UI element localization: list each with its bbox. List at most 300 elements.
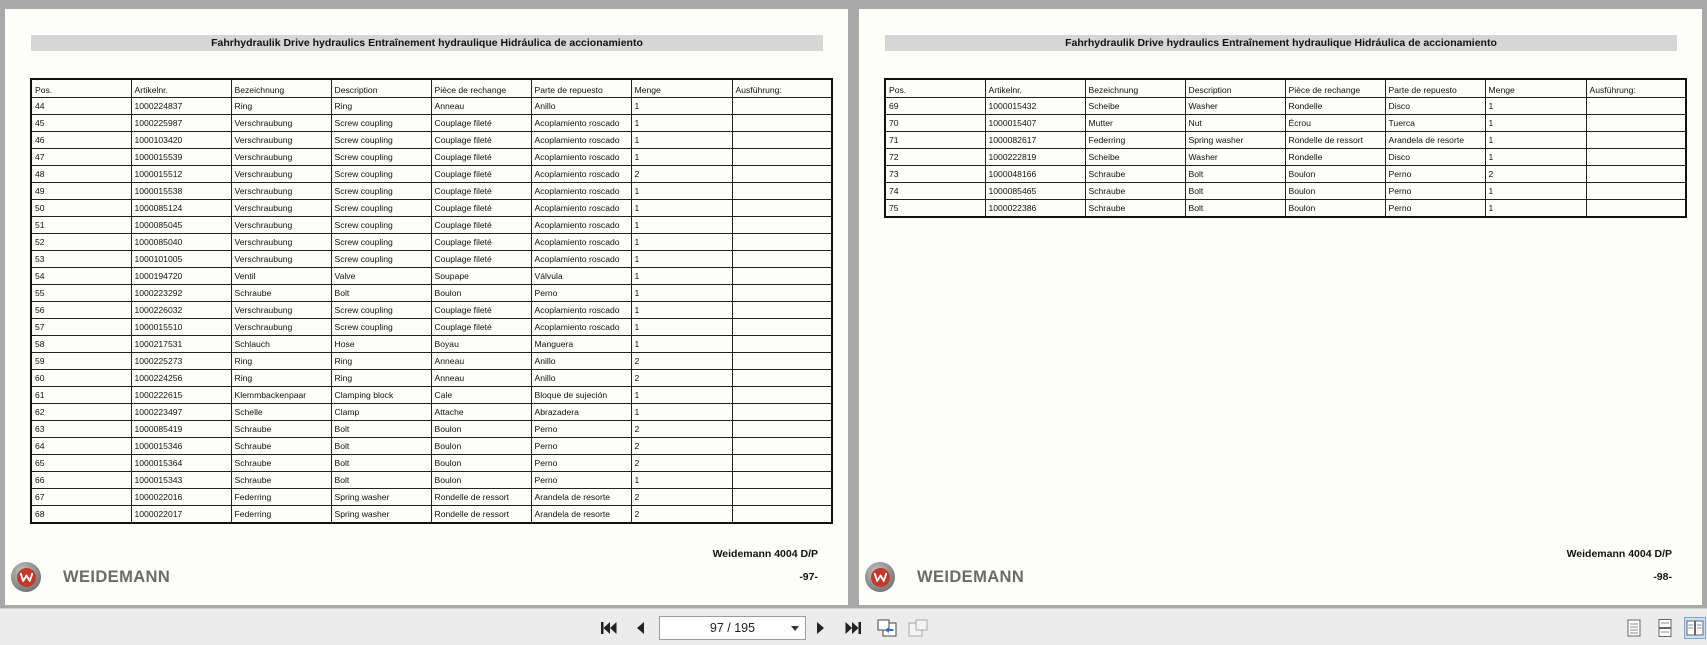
table-cell: 2 [631, 166, 732, 183]
table-row [31, 336, 832, 353]
table-cell: Couplage fileté [431, 115, 531, 132]
column-header: Artikelnr. [131, 79, 231, 98]
table-cell: Washer [1185, 149, 1285, 166]
table-cell: Schraube [1085, 166, 1185, 183]
table-cell: Anillo [531, 98, 631, 115]
table-cell: 1000222819 [985, 149, 1085, 166]
table-cell: Perno [531, 421, 631, 438]
table-cell: 1000085040 [131, 234, 231, 251]
table-cell: 2 [631, 506, 732, 524]
table-cell: 2 [631, 438, 732, 455]
table-cell: 55 [31, 285, 131, 302]
table-row [31, 183, 832, 200]
column-header: Parte de repuesto [531, 79, 631, 98]
table-row [885, 166, 1686, 183]
table-cell: Perno [1385, 183, 1485, 200]
table-cell: Boulon [431, 472, 531, 489]
table-cell [732, 387, 832, 404]
table-cell [732, 438, 832, 455]
table-cell: Verschraubung [231, 115, 331, 132]
table-cell: Screw coupling [331, 234, 431, 251]
table-cell: Bolt [331, 472, 431, 489]
table-row [31, 268, 832, 285]
model-name: Weidemann 4004 D/P [712, 548, 818, 560]
table-cell: 73 [885, 166, 985, 183]
back-view-icon[interactable] [876, 617, 898, 639]
table-cell: Verschraubung [231, 183, 331, 200]
table-cell: Couplage fileté [431, 166, 531, 183]
table-cell: 69 [885, 98, 985, 115]
table-cell: Bolt [331, 455, 431, 472]
table-cell: Nut [1185, 115, 1285, 132]
table-cell: 1000082617 [985, 132, 1085, 149]
table-cell: 2 [631, 421, 732, 438]
table-cell: Ring [231, 98, 331, 115]
table-cell: Verschraubung [231, 217, 331, 234]
table-cell: Spring washer [1185, 132, 1285, 149]
table-row [31, 455, 832, 472]
table-cell: 48 [31, 166, 131, 183]
table-cell: Schraube [231, 438, 331, 455]
table-cell: Ring [231, 353, 331, 370]
table-cell [732, 336, 832, 353]
table-cell: 54 [31, 268, 131, 285]
table-cell: 1000085045 [131, 217, 231, 234]
table-cell: 1000015512 [131, 166, 231, 183]
table-cell: Rondelle [1285, 149, 1385, 166]
table-cell: Ring [231, 370, 331, 387]
table-cell: Screw coupling [331, 217, 431, 234]
table-row [31, 302, 832, 319]
table-cell: Rondelle de ressort [431, 506, 531, 524]
table-row [31, 404, 832, 421]
table-cell [1586, 183, 1686, 200]
table-cell: 1 [631, 302, 732, 319]
last-page-icon[interactable] [842, 617, 864, 639]
table-cell: Spring washer [331, 506, 431, 524]
continuous-page-icon[interactable] [1654, 617, 1676, 639]
table-cell: Schraube [231, 455, 331, 472]
table-cell: 1000022017 [131, 506, 231, 524]
table-cell: Schraube [231, 421, 331, 438]
table-cell: 71 [885, 132, 985, 149]
table-cell: 1 [631, 183, 732, 200]
table-cell: Boulon [1285, 200, 1385, 218]
table-row [31, 285, 832, 302]
table-cell: Schraube [1085, 200, 1185, 218]
table-cell [732, 115, 832, 132]
table-cell: Perno [531, 472, 631, 489]
table-cell [732, 302, 832, 319]
table-cell: Hose [331, 336, 431, 353]
table-cell [732, 404, 832, 421]
page-number-select[interactable] [659, 616, 806, 640]
table-cell: Boulon [431, 285, 531, 302]
table-cell: 2 [631, 370, 732, 387]
table-cell: Schraube [231, 472, 331, 489]
table-cell: Arandela de resorte [531, 506, 631, 524]
table-cell: 58 [31, 336, 131, 353]
table-cell: Soupape [431, 268, 531, 285]
table-cell: 1000194720 [131, 268, 231, 285]
table-cell: 65 [31, 455, 131, 472]
table-row [885, 115, 1686, 132]
table-cell: Anneau [431, 98, 531, 115]
table-cell [732, 489, 832, 506]
table-cell: 68 [31, 506, 131, 524]
table-row [31, 234, 832, 251]
table-row [31, 319, 832, 336]
table-cell: 52 [31, 234, 131, 251]
table-cell: Tuerca [1385, 115, 1485, 132]
table-cell: Boulon [1285, 166, 1385, 183]
table-cell: 1000048166 [985, 166, 1085, 183]
table-row [31, 149, 832, 166]
table-row [885, 149, 1686, 166]
table-cell: Disco [1385, 149, 1485, 166]
table-cell: 1 [631, 115, 732, 132]
table-cell: Couplage fileté [431, 183, 531, 200]
table-cell: 1000101005 [131, 251, 231, 268]
table-cell: Verschraubung [231, 251, 331, 268]
forward-view-icon[interactable] [907, 617, 929, 639]
table-cell: 1000015343 [131, 472, 231, 489]
table-cell: 1 [1485, 132, 1586, 149]
table-cell: 1 [631, 404, 732, 421]
table-cell: Acoplamiento roscado [531, 234, 631, 251]
table-cell: 1000015407 [985, 115, 1085, 132]
table-cell: 1000226032 [131, 302, 231, 319]
table-cell: Acoplamiento roscado [531, 251, 631, 268]
table-cell: 1000223292 [131, 285, 231, 302]
table-cell: Acoplamiento roscado [531, 183, 631, 200]
table-cell: Couplage fileté [431, 319, 531, 336]
table-cell: 1 [1485, 183, 1586, 200]
table-cell: Válvula [531, 268, 631, 285]
table-cell: Perno [531, 438, 631, 455]
table-cell: Couplage fileté [431, 149, 531, 166]
table-cell: Rondelle [1285, 98, 1385, 115]
table-cell: 44 [31, 98, 131, 115]
table-cell: Perno [1385, 200, 1485, 218]
table-cell: Perno [531, 285, 631, 302]
table-cell: Bolt [331, 421, 431, 438]
table-row [885, 183, 1686, 200]
table-cell [1586, 200, 1686, 218]
table-row [885, 200, 1686, 218]
table-cell: 1 [631, 251, 732, 268]
table-cell: Screw coupling [331, 115, 431, 132]
table-cell: Acoplamiento roscado [531, 166, 631, 183]
first-page-icon[interactable] [598, 617, 620, 639]
table-cell: 1 [631, 285, 732, 302]
table-cell: Bloque de sujeción [531, 387, 631, 404]
table-cell: Verschraubung [231, 149, 331, 166]
table-cell: Screw coupling [331, 200, 431, 217]
table-cell: 1000085465 [985, 183, 1085, 200]
table-cell: 1 [631, 234, 732, 251]
table-cell: Bolt [1185, 166, 1285, 183]
brand-name: WEIDEMANN [63, 567, 171, 586]
table-cell: 45 [31, 115, 131, 132]
column-header: Description [1185, 79, 1285, 98]
table-cell [732, 319, 832, 336]
table-cell: 46 [31, 132, 131, 149]
table-cell: Couplage fileté [431, 200, 531, 217]
table-cell: 1 [631, 217, 732, 234]
table-cell: 70 [885, 115, 985, 132]
parts-table [884, 78, 1687, 218]
single-page-icon[interactable] [1623, 617, 1645, 639]
page-title: Fahrhydraulik Drive hydraulics Entraînement hydraulique Hidráulica de accionamiento [31, 35, 823, 51]
table-cell: Federring [231, 506, 331, 524]
table-cell: 2 [631, 489, 732, 506]
column-header: Bezeichnung [1085, 79, 1185, 98]
document-page [5, 9, 848, 605]
table-row [31, 251, 832, 268]
page-title: Fahrhydraulik Drive hydraulics Entraînement hydraulique Hidráulica de accionamiento [885, 35, 1677, 51]
table-cell [732, 421, 832, 438]
table-cell: 1 [631, 387, 732, 404]
table-cell: 75 [885, 200, 985, 218]
table-cell: 1000222615 [131, 387, 231, 404]
table-cell: Scheibe [1085, 149, 1185, 166]
table-cell: 1000085124 [131, 200, 231, 217]
column-header: Ausführung: [1586, 79, 1686, 98]
table-cell: Spring washer [331, 489, 431, 506]
table-cell: Ring [331, 353, 431, 370]
table-cell: 1 [631, 268, 732, 285]
table-cell: 60 [31, 370, 131, 387]
table-cell: Perno [1385, 166, 1485, 183]
table-cell [732, 370, 832, 387]
table-cell: Clamp [331, 404, 431, 421]
table-cell: 1000103420 [131, 132, 231, 149]
table-cell: 59 [31, 353, 131, 370]
table-cell [732, 217, 832, 234]
column-header: Pièce de rechange [431, 79, 531, 98]
column-header: Ausführung: [732, 79, 832, 98]
table-cell: Abrazadera [531, 404, 631, 421]
table-cell: Couplage fileté [431, 251, 531, 268]
table-cell: 1 [631, 319, 732, 336]
table-cell: Couplage fileté [431, 217, 531, 234]
table-cell: Écrou [1285, 115, 1385, 132]
table-cell: 53 [31, 251, 131, 268]
table-row [31, 421, 832, 438]
table-header-row [31, 79, 832, 98]
next-page-icon[interactable] [810, 617, 832, 639]
table-cell [732, 132, 832, 149]
table-cell: Screw coupling [331, 166, 431, 183]
table-cell [1586, 149, 1686, 166]
table-cell: Couplage fileté [431, 132, 531, 149]
table-cell: 66 [31, 472, 131, 489]
table-row [31, 370, 832, 387]
table-row [885, 132, 1686, 149]
table-cell: Verschraubung [231, 302, 331, 319]
brand-name: WEIDEMANN [917, 567, 1025, 586]
table-cell: Arandela de resorte [531, 489, 631, 506]
table-cell: 1 [631, 98, 732, 115]
table-cell: 1 [631, 472, 732, 489]
table-cell: 1 [631, 132, 732, 149]
table-cell: 1000015510 [131, 319, 231, 336]
table-cell: 1000223497 [131, 404, 231, 421]
table-cell: 1 [1485, 200, 1586, 218]
parts-table [30, 78, 833, 524]
table-row [31, 472, 832, 489]
table-cell [732, 234, 832, 251]
table-cell [732, 251, 832, 268]
table-cell: Perno [531, 455, 631, 472]
table-header-row [885, 79, 1686, 98]
table-cell: 1000015538 [131, 183, 231, 200]
table-cell [732, 268, 832, 285]
table-cell [732, 285, 832, 302]
column-header: Pos. [885, 79, 985, 98]
table-cell: Acoplamiento roscado [531, 302, 631, 319]
table-cell: 62 [31, 404, 131, 421]
table-cell: Screw coupling [331, 319, 431, 336]
table-cell: 1000015539 [131, 149, 231, 166]
table-cell: Ventil [231, 268, 331, 285]
table-row [885, 98, 1686, 115]
table-cell: Acoplamiento roscado [531, 132, 631, 149]
table-cell: 1000085419 [131, 421, 231, 438]
document-page [859, 9, 1702, 605]
table-cell [732, 472, 832, 489]
table-cell: Acoplamiento roscado [531, 217, 631, 234]
column-header: Description [331, 79, 431, 98]
table-cell: Screw coupling [331, 132, 431, 149]
table-cell: 50 [31, 200, 131, 217]
table-cell [1586, 115, 1686, 132]
table-cell: Rondelle de ressort [1285, 132, 1385, 149]
column-header: Parte de repuesto [1385, 79, 1485, 98]
table-row [31, 438, 832, 455]
table-row [31, 132, 832, 149]
table-cell: 67 [31, 489, 131, 506]
table-cell: 1000224837 [131, 98, 231, 115]
table-cell: Boulon [431, 421, 531, 438]
page-indicator: 97 / 195 [709, 621, 756, 635]
table-cell: 1000015346 [131, 438, 231, 455]
table-cell: Boulon [1285, 183, 1385, 200]
table-row [31, 387, 832, 404]
table-cell: Arandela de resorte [1385, 132, 1485, 149]
table-row [31, 353, 832, 370]
table-cell: Verschraubung [231, 200, 331, 217]
table-cell: Federring [231, 489, 331, 506]
table-row [31, 98, 832, 115]
viewer-toolbar [0, 608, 1707, 645]
table-cell: 56 [31, 302, 131, 319]
column-header: Bezeichnung [231, 79, 331, 98]
table-cell: Anneau [431, 370, 531, 387]
brand-logo [865, 561, 1024, 593]
column-header: Pos. [31, 79, 131, 98]
table-cell: Washer [1185, 98, 1285, 115]
table-cell: 1 [631, 200, 732, 217]
table-cell: Screw coupling [331, 149, 431, 166]
table-cell: 1 [631, 336, 732, 353]
table-cell [732, 98, 832, 115]
page-number: -97- [799, 571, 818, 583]
table-cell: Boulon [431, 438, 531, 455]
page-number: -98- [1653, 571, 1672, 583]
table-cell: 49 [31, 183, 131, 200]
table-cell: Anneau [431, 353, 531, 370]
table-cell: Couplage fileté [431, 302, 531, 319]
table-cell [732, 353, 832, 370]
table-cell [1586, 166, 1686, 183]
model-name: Weidemann 4004 D/P [1566, 548, 1672, 560]
table-cell: Boyau [431, 336, 531, 353]
table-cell: 64 [31, 438, 131, 455]
table-cell: 1000022386 [985, 200, 1085, 218]
table-cell: 1000224256 [131, 370, 231, 387]
table-cell: 2 [631, 353, 732, 370]
table-cell: 61 [31, 387, 131, 404]
table-row [31, 506, 832, 524]
table-cell: 74 [885, 183, 985, 200]
table-cell: Verschraubung [231, 132, 331, 149]
table-cell [732, 455, 832, 472]
table-cell: Anillo [531, 370, 631, 387]
table-row [31, 217, 832, 234]
table-row [31, 489, 832, 506]
table-cell: Ring [331, 370, 431, 387]
table-row [31, 115, 832, 132]
chevron-down-icon [791, 626, 799, 631]
table-cell: Acoplamiento roscado [531, 200, 631, 217]
table-cell [1586, 132, 1686, 149]
table-cell: Bolt [331, 285, 431, 302]
table-cell: 1 [631, 149, 732, 166]
table-cell: Schraube [231, 285, 331, 302]
table-cell: Acoplamiento roscado [531, 115, 631, 132]
table-cell: Klemmbackenpaar [231, 387, 331, 404]
table-cell: Federring [1085, 132, 1185, 149]
table-cell: Clamping block [331, 387, 431, 404]
prev-page-icon[interactable] [629, 617, 651, 639]
table-cell: 51 [31, 217, 131, 234]
table-cell [732, 166, 832, 183]
table-cell: 57 [31, 319, 131, 336]
table-cell [732, 149, 832, 166]
table-cell: Mutter [1085, 115, 1185, 132]
table-cell: Schlauch [231, 336, 331, 353]
table-cell: Couplage fileté [431, 234, 531, 251]
table-cell: Ring [331, 98, 431, 115]
two-page-icon[interactable] [1684, 617, 1706, 639]
weidemann-emblem-icon [865, 562, 895, 592]
brand-logo [11, 561, 170, 593]
column-header: Menge [1485, 79, 1586, 98]
column-header: Artikelnr. [985, 79, 1085, 98]
table-cell: Rondelle de ressort [431, 489, 531, 506]
table-row [31, 166, 832, 183]
table-cell: 1000225987 [131, 115, 231, 132]
table-cell: 2 [1485, 166, 1586, 183]
column-header: Menge [631, 79, 732, 98]
table-cell: Bolt [331, 438, 431, 455]
table-cell [732, 506, 832, 524]
table-cell: Screw coupling [331, 302, 431, 319]
table-cell: Acoplamiento roscado [531, 319, 631, 336]
table-cell: 1 [1485, 115, 1586, 132]
